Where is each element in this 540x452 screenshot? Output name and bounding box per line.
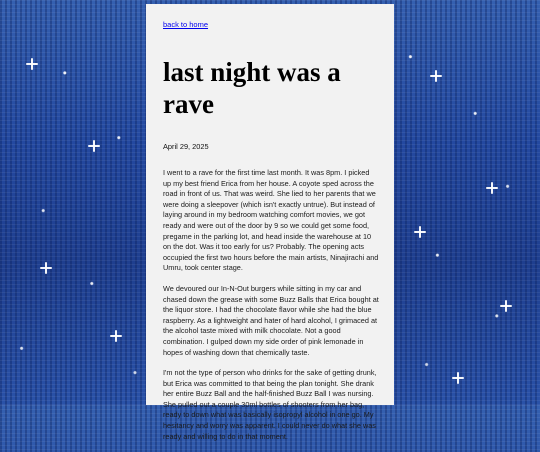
post-body [163,168,379,452]
post-paragraph: We devoured our In-N-Out burgers while sitting in my car and chased down the grease with some Buzz Balls that Erica bought at the liquor store. I had the chocolate flavor while she had the blue raspberry. As a lightweight and hater of hard alcohol, I grimaced at the alcohol taste mixed with milk chocolate. Not a good combination. I gulped down my side order of pink lemonade in hopes of washing down that chemically taste. [163,283,379,357]
sparkle-decoration [430,70,442,82]
sparkle-decoration [26,58,38,70]
sparkle-decoration [500,300,512,312]
sparkle-decoration [110,330,122,342]
sparkle-decoration [452,372,464,384]
back-to-home-link[interactable]: back to home [163,20,209,29]
sparkle-decoration [414,226,426,238]
post-page [146,4,394,441]
post-paragraph: I went to a rave for the first time last month. It was 8pm. I picked up my best friend Erica from her house. A coyote sped across the road in front of us. That was weird. She lied to her parents that we were doing a sleepover (which isn't exactly untrue). But instead of laying around in my bedroom watching comfort movies, we got ready and were out of the door by 9 so we could get some food, pregame in the parking lot, and head inside the warehouse at 10 on the dot. Was it too early for us? Probably. The opening acts occupied the first two hours before the main artists, Ninajirachi and Umru, took center stage. [163,168,379,273]
sparkle-decoration [40,262,52,274]
post-paragraph: I'm not the type of person who drinks for the sake of getting drunk, but Erica was committed to that being the plan tonight. She drank her entire Buzz Ball and the half-finished Buzz Ball I was nursing. She pulled out a couple 30ml bottles of shooters from her bag, ready to down what was basically isopropyl alcohol in one go. My hesitancy and worry was apparent. I could never do what she was ready and willing to do in that moment. [163,368,377,441]
sparkle-decoration [486,182,498,194]
post-title: last night was a rave [163,57,341,119]
sparkle-decoration [88,140,100,152]
post-date: April 29, 2025 [163,142,209,151]
